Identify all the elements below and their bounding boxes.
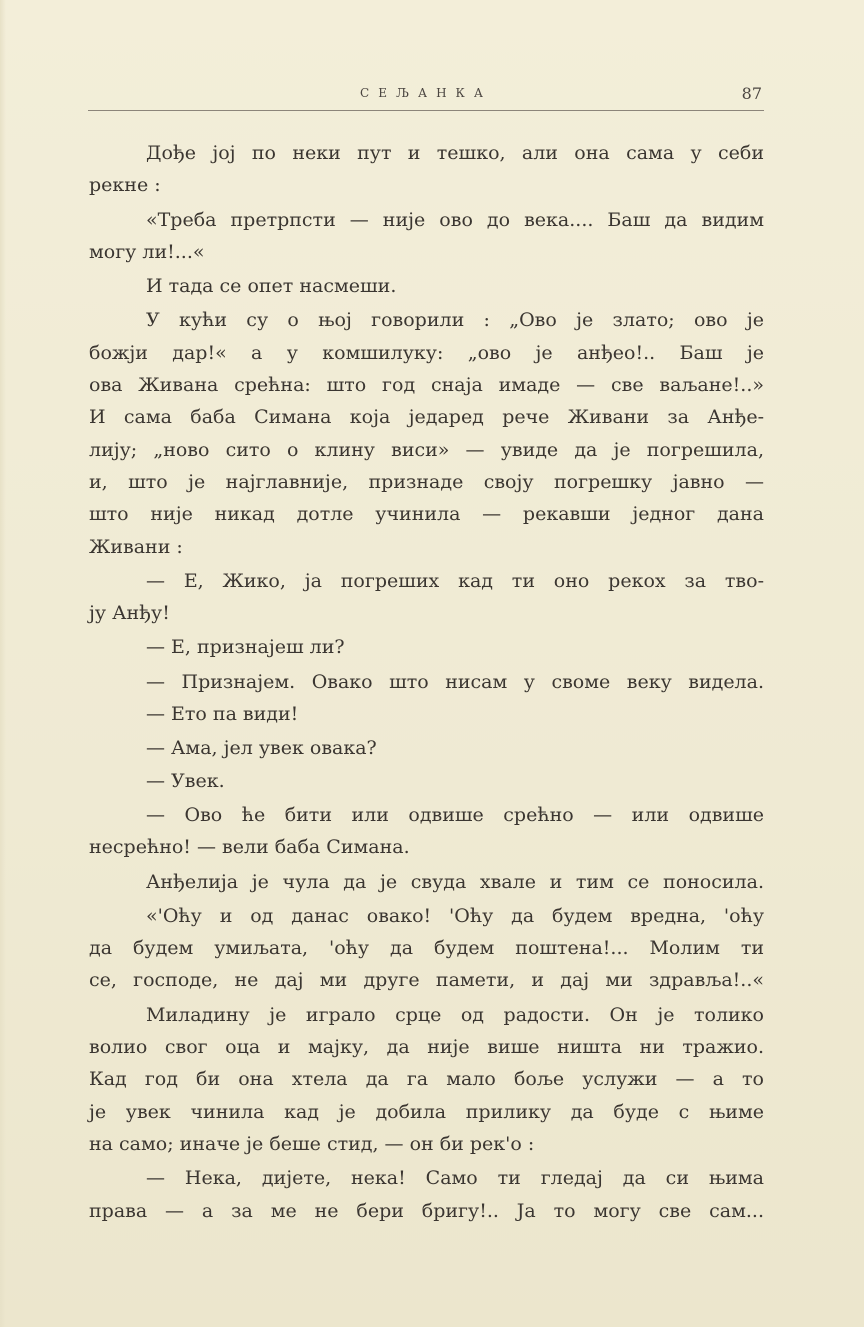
text-line: — Ето па види! [146,703,299,726]
text-line: се, господе, не дај ми друге памети, и дај ми здравља!..« [89,969,764,992]
text-line: — Ама, јел увек овака? [146,737,377,760]
text-line: — Ово ће бити или одвише срећно — или одвише [146,803,764,826]
text-line: и, што је најглавније, признаде своју погрешку јавно — [89,470,764,493]
header-rule [88,110,764,111]
text-line: — Признајем. Овако што нисам у своме веку видела. [146,670,764,693]
text-line: рекне : [89,174,161,197]
text-line: могу ли!...« [89,240,205,263]
text-line: је увек чинила кад је добила прилику да буде с њиме [89,1100,764,1123]
text-line: «'Оћу и од данас овако! 'Оћу да будем вредна, 'оћу [146,904,764,927]
text-line: Живани : [89,535,183,558]
text-line: ју Анђу! [89,602,170,625]
text-line: лију; „ново сито о клину виси» — увиде да је погрешила, [89,438,764,461]
text-line: И тада се опет насмеши. [146,275,397,298]
body-text [89,137,764,1227]
text-line: «Треба претрпсти — није ово до века.... Баш да видим [146,208,764,231]
text-line: — Увек. [146,769,225,792]
text-line: Дође јој по неки пут и тешко, али она сама у себи [146,142,764,164]
text-line: ова Живана срећна: што год снаја имаде — све ваљане!..» [89,374,764,397]
page-edge-shadow [0,0,6,1327]
text-line: права — а за ме не бери бригу!.. Ја то могу све сам... [89,1199,764,1222]
text-line: У кући су о њој говорили : „Ово је злато; ово је [146,309,764,332]
text-line: Кад год би она хтела да га мало боље услужи — а то [89,1068,764,1091]
text-line: волио свог оца и мајку, да није више ништа ни тражио. [89,1036,764,1059]
text-line: Анђелија је чула да је свуда хвале и тим се поносила. [146,870,764,893]
text-line: — Нека, дијете, нека! Само ти гледај да си њима [146,1167,764,1190]
text-line: на само; иначе је беше стид, — он би рек'о : [89,1132,535,1155]
text-line: божји дар!« а у комшилуку: „ово је анђео!.. Баш је [89,341,764,364]
text-line: што није никад дотле учинила — рекавши једног дана [89,503,764,526]
text-line: Миладину је играло срце од радости. Он је толико [146,1003,764,1026]
text-line: И сама баба Симана која једаред рече Живани за Анђе- [89,406,764,429]
page-header [88,84,764,110]
text-line: — Е, признајеш ли? [146,636,345,659]
text-line: — Е, Жико, ја погреших кад ти оно рекох за тво- [146,569,764,592]
text-line: да будем умиљата, 'оћу да будем поштена!... Молим ти [89,937,764,960]
page-number: 87 [741,84,762,103]
text-line: несрећно! — вели баба Симана. [89,836,410,859]
running-title: СЕЉАНКА [360,86,492,100]
